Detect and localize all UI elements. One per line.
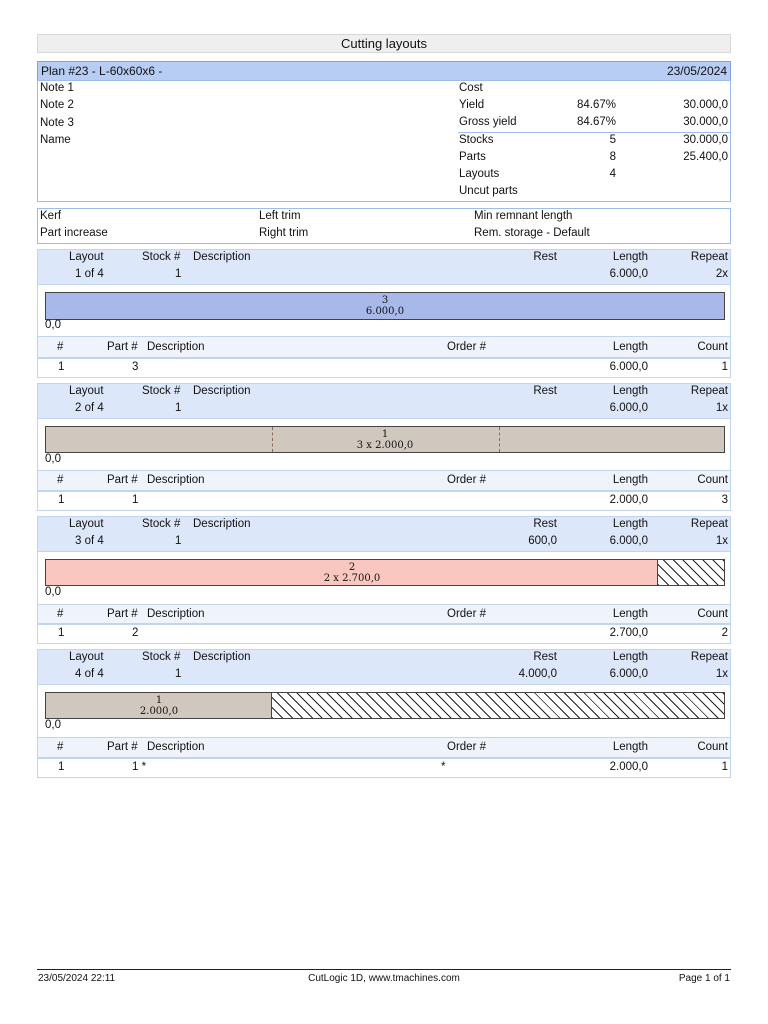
document-title: Cutting layouts [37,34,731,53]
bar-part-number: 2 [348,562,356,573]
bar-part-number: 1 [381,429,389,440]
layout-header [37,249,731,285]
layout-index: 2 of 4 [75,402,104,414]
layout-length: 6.000,0 [609,402,648,414]
footer-page: Page 1 of 1 [678,973,730,984]
col-length: Length [612,385,648,397]
plan-name: Plan #23 - L-60x60x6 - [41,64,163,78]
gross-yield-pct: 84.67% [576,116,616,128]
col-description: Description [193,251,251,263]
col-length: Length [612,518,648,530]
row-length: 6.000,0 [609,361,648,373]
bar-part-length: 2 x 2.700,0 [323,573,381,584]
col-rest: Rest [533,385,557,397]
col-part-description: Description [147,341,205,353]
row-count: 2 [721,627,728,639]
col-num: # [57,341,64,353]
cost-label: Cost [459,82,483,94]
col-description: Description [193,518,251,530]
col-repeat: Repeat [690,651,728,663]
col-layout: Layout [69,651,104,663]
summary-divider [458,132,730,133]
layout-stock: 1 [175,402,182,414]
parts-value: 25.400,0 [683,151,728,163]
bar-part-length: 6.000,0 [365,306,405,317]
col-stock: Stock # [142,518,181,530]
rem-storage-label: Rem. storage - Default [474,227,590,239]
footer-datetime: 23/05/2024 22:11 [38,973,116,984]
stocks-count: 5 [609,134,616,146]
col-part: Part # [107,608,138,620]
col-count: Count [697,341,728,353]
col-repeat: Repeat [690,518,728,530]
part-row [37,758,731,778]
plan-date: 23/05/2024 [666,64,727,78]
row-num: 1 [58,627,65,639]
col-part-length: Length [612,741,648,753]
col-repeat: Repeat [690,251,728,263]
plan-header [37,61,731,81]
part-row [37,491,731,511]
col-num: # [57,474,64,486]
row-length: 2.000,0 [609,494,648,506]
footer-divider [37,969,731,970]
col-part-description: Description [147,741,205,753]
remnant-bar [271,692,725,719]
layout-stock: 1 [175,535,182,547]
col-stock: Stock # [142,251,181,263]
row-length: 2.000,0 [609,761,648,773]
col-part-length: Length [612,474,648,486]
row-count: 1 [721,361,728,373]
col-description: Description [193,385,251,397]
kerf-label: Kerf [40,210,62,222]
layout-index: 3 of 4 [75,535,104,547]
part-bar [45,692,272,719]
bar-part-number: 1 [155,695,163,706]
parts-header [37,737,731,758]
part-row [37,624,731,644]
part-row [37,358,731,378]
layout-index: 4 of 4 [75,668,104,680]
layout-stock: 1 [175,668,182,680]
layout-header [37,383,731,419]
col-length: Length [612,651,648,663]
row-length: 2.700,0 [609,627,648,639]
layout-rest: 4.000,0 [518,668,557,680]
col-description: Description [193,651,251,663]
parts-header [37,336,731,358]
part-bar [45,292,725,320]
layouts-count: 4 [609,168,616,180]
col-count: Count [697,741,728,753]
col-stock: Stock # [142,385,181,397]
col-rest: Rest [533,251,557,263]
col-order: Order # [447,741,486,753]
row-part: 1 [132,494,139,506]
gross-yield-label: Gross yield [459,116,517,128]
layout-length: 6.000,0 [609,535,648,547]
col-layout: Layout [69,251,104,263]
col-layout: Layout [69,385,104,397]
layout-header [37,516,731,552]
col-stock: Stock # [142,651,181,663]
col-layout: Layout [69,518,104,530]
layout-repeat: 1x [715,535,728,547]
col-order: Order # [447,474,486,486]
layout-diagram [37,285,731,336]
row-num: 1 [58,761,65,773]
col-part-length: Length [612,608,648,620]
row-num: 1 [58,494,65,506]
col-repeat: Repeat [690,385,728,397]
origin-label: 0,0 [45,319,61,331]
origin-label: 0,0 [45,719,61,731]
col-part: Part # [107,341,138,353]
yield-value: 30.000,0 [683,99,728,111]
layout-rest: 600,0 [528,535,557,547]
layout-repeat: 2x [715,268,728,280]
row-count: 3 [721,494,728,506]
layout-header [37,649,731,685]
col-num: # [57,608,64,620]
layout-diagram [37,419,731,470]
note-1: Note 1 [40,82,74,94]
col-part-length: Length [612,341,648,353]
layout-repeat: 1x [715,668,728,680]
row-part: 1 * [132,761,147,773]
col-count: Count [697,474,728,486]
col-rest: Rest [533,651,557,663]
layouts-label: Layouts [459,168,500,180]
row-part: 3 [132,361,139,373]
col-order: Order # [447,608,486,620]
layout-diagram [37,552,731,604]
row-part: 2 [132,627,139,639]
stocks-value: 30.000,0 [683,134,728,146]
yield-label: Yield [459,99,485,111]
origin-label: 0,0 [45,586,61,598]
part-increase-label: Part increase [40,227,108,239]
min-remnant-label: Min remnant length [474,210,573,222]
col-order: Order # [447,341,486,353]
bar-part-length: 2.000,0 [139,706,179,717]
part-bar [45,426,725,453]
settings-box [37,208,731,244]
col-num: # [57,741,64,753]
col-count: Count [697,608,728,620]
row-order: * [441,761,446,773]
gross-yield-value: 30.000,0 [683,116,728,128]
origin-label: 0,0 [45,453,61,465]
yield-pct: 84.67% [576,99,616,111]
parts-label: Parts [459,151,486,163]
bar-part-length: 3 x 2.000,0 [356,440,414,451]
row-count: 1 [721,761,728,773]
layout-stock: 1 [175,268,182,280]
parts-header [37,470,731,491]
footer-app: CutLogic 1D, www.tmachines.com [308,973,460,984]
layout-length: 6.000,0 [609,268,648,280]
col-rest: Rest [533,518,557,530]
parts-header [37,604,731,624]
stocks-label: Stocks [459,134,494,146]
plan-info-box [37,80,731,202]
left-trim-label: Left trim [259,210,301,222]
col-length: Length [612,251,648,263]
layout-length: 6.000,0 [609,668,648,680]
parts-count: 8 [609,151,616,163]
remnant-bar [657,559,725,586]
row-num: 1 [58,361,65,373]
layout-index: 1 of 4 [75,268,104,280]
col-part: Part # [107,741,138,753]
note-3: Note 3 [40,117,74,129]
right-trim-label: Right trim [259,227,309,239]
layout-diagram [37,685,731,737]
note-2: Note 2 [40,99,74,111]
part-bar [45,559,658,586]
layout-repeat: 1x [715,402,728,414]
bar-part-number: 3 [381,295,389,306]
uncut-parts-label: Uncut parts [459,185,518,197]
col-part-description: Description [147,474,205,486]
name-label: Name [40,134,71,146]
col-part-description: Description [147,608,205,620]
col-part: Part # [107,474,138,486]
